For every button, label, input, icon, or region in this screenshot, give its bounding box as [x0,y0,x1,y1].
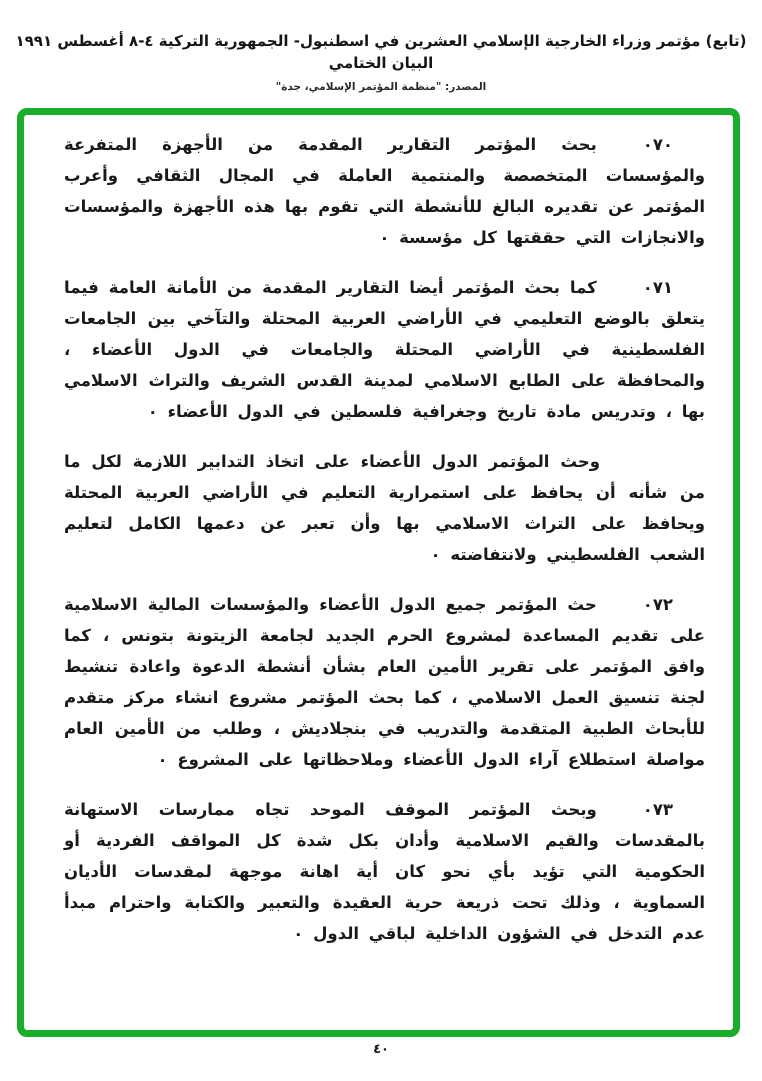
document-header [0,0,762,93]
paragraph-70 [64,129,705,253]
paragraph-73 [64,794,705,949]
paragraph-text: وبحث المؤتمر الموقف الموحد تجاه ممارسات الاستهانة بالمقدسات والقيم الاسلامية وأدان بكل شدة كل المواقف الفردية أو الحكومية التي تؤيد بأي نحو كان أية اهانة موجهة لمقدسات الأديان السماوية ، وذلك تحت ذريعة حرية العقيدة والتعبير والكتابة واحترام مبدأ عدم التدخل في الشؤون الداخلية لباقي الدول ٠ [64,800,705,943]
paragraph-text: حث المؤتمر جميع الدول الأعضاء والمؤسسات المالية الاسلامية على تقديم المساعدة لمشروع الحرم الجديد لجامعة الزيتونة بتونس ، كما وافق المؤتمر على تقرير الأمين العام بشأن أنشطة الدعوة واعادة تنشيط لجنة تنسيق العمل الاسلامي ، كما بحث المؤتمر مشروع انشاء مركز متقدم للأبحاث الطبية المتقدمة والتدريب في بنجلاديش ، وطلب من الأمين العام مواصلة استطلاع آراء الدول الأعضاء وملاحظاتها على المشروع ٠ [64,595,705,769]
paragraph-text: بحث المؤتمر التقارير المقدمة من الأجهزة المتفرعة والمؤسسات المتخصصة والمنتمية العاملة في المجال الثقافي وأعرب المؤتمر عن تقديره البالغ للأنشطة التي تقوم بها هذه الأجهزة والمؤسسات والانجازات التي حققتها كل مؤسسة ٠ [64,135,705,247]
paragraph-71-continuation [64,446,705,570]
paragraph-number: ٠٧٣ [642,800,673,819]
paragraph-number: ٠٧١ [642,278,673,297]
paragraph-72 [64,589,705,775]
paragraph-71 [64,272,705,427]
paragraph-number: ٠٧٠ [642,135,673,154]
content-border-box [17,108,740,1037]
document-source-line: المصدر: "منظمة المؤتمر الإسلامي، جدة" [275,81,487,93]
paragraph-text: وحث المؤتمر الدول الأعضاء على اتخاذ التدابير اللازمة لكل ما من شأنه أن يحافظ على استمرارية التعليم في الأراضي العربية المحتلة ويحافظ على التراث الاسلامي بها وأن تعبر عن دعمها الكامل لتعليم الشعب الفلسطيني ولانتفاضته ٠ [64,452,705,564]
paragraph-text: كما بحث المؤتمر أيضا التقارير المقدمة من الأمانة العامة فيما يتعلق بالوضع التعليمي في الأراضي العربية المحتلة والتآخي بين الجامعات الفلسطينية في الأراضي المحتلة والجامعات في الدول الأعضاء ، والمحافظة على الطابع الاسلامي لمدينة القدس الشريف والتراث الاسلامي بها ، وتدريس مادة تاريخ وجغرافية فلسطين في الدول الأعضاء ٠ [64,278,705,421]
paragraph-number: ٠٧٢ [642,595,673,614]
document-title: (تابع) مؤتمر وزراء الخارجية الإسلامي العشرين في اسطنبول- الجمهورية التركية ٤-٨ أغسطس ١٩٩١ البيان الختامي [15,32,747,72]
page-number: ٤٠ [373,1042,389,1057]
